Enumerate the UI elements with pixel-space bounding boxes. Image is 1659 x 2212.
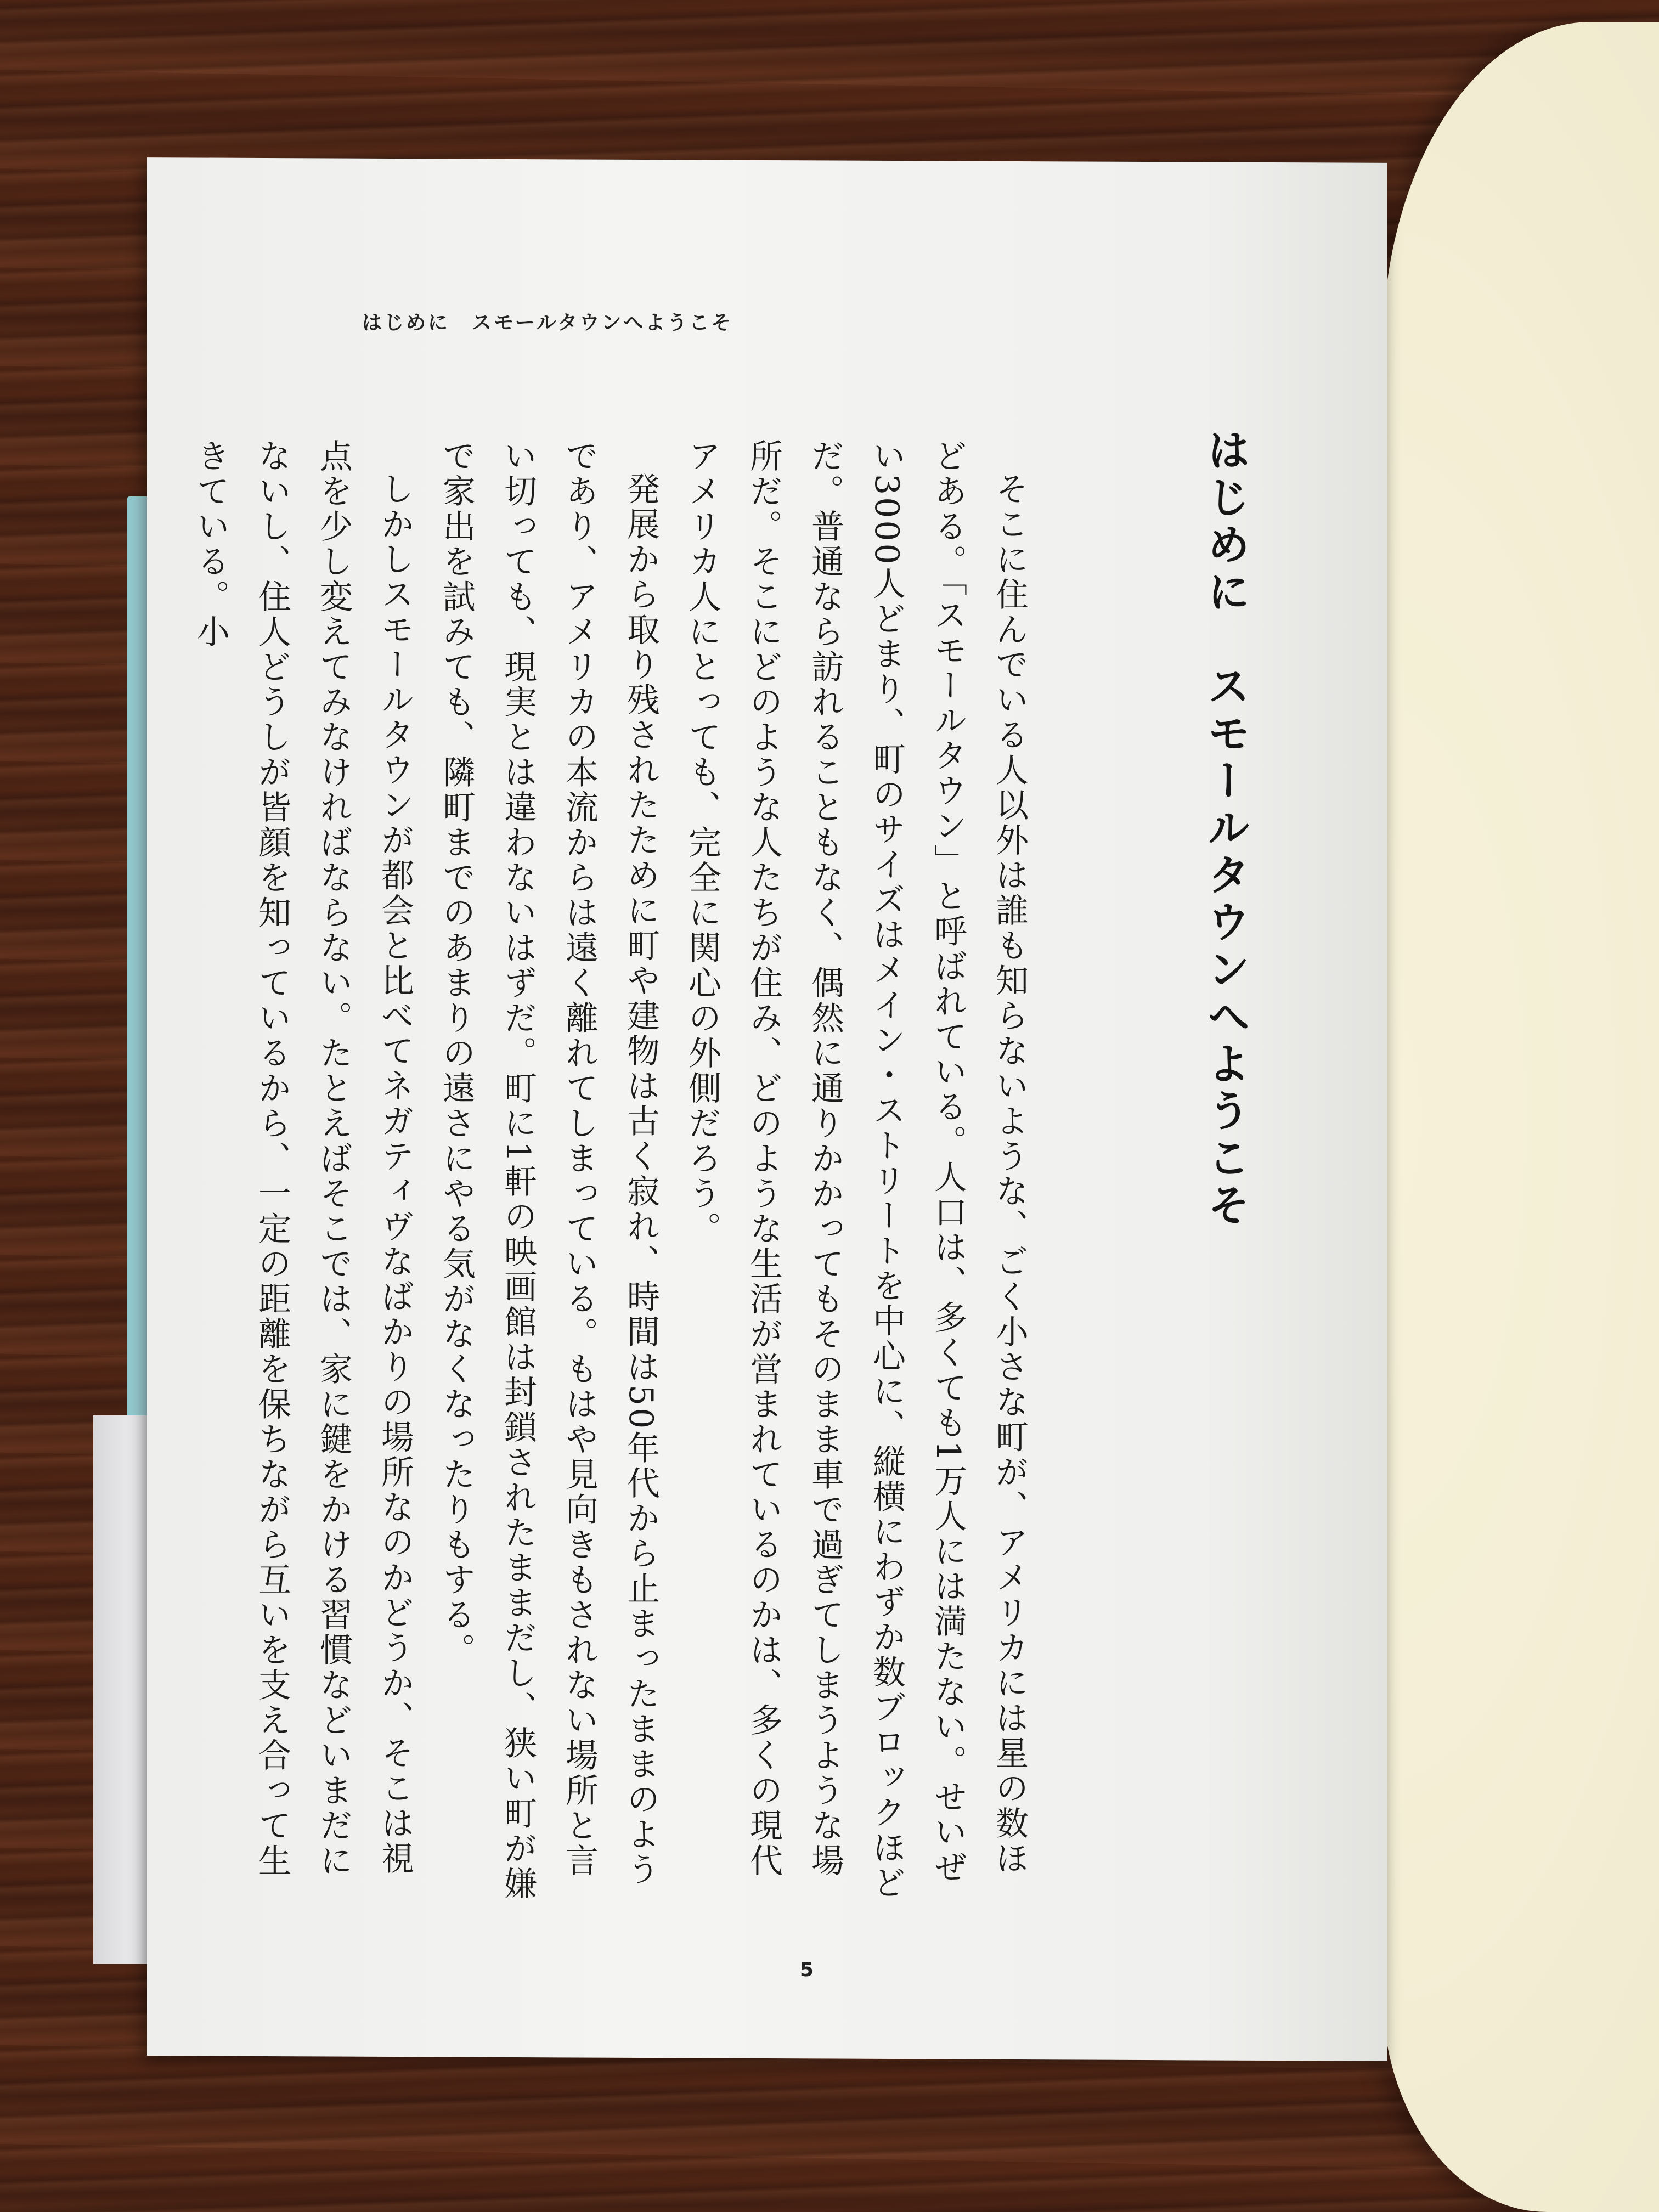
chapter-title: はじめに スモールタウンへようこそ [1200, 428, 1250, 1230]
page-number: 5 [800, 1959, 814, 1981]
body-text [191, 439, 1040, 1909]
running-head: はじめに スモールタウンへようこそ [362, 312, 733, 334]
paragraph-2: 発展から取り残されたために町や建物は古く寂れ、時間は50年代から止まったままのようであり、アメリカの本流からは遠く離れてしまっている。もはや見向きもされない場所と言い切っても、現実とは違わないはずだ。町に1軒の映画館は封鎖されたままだし、狭い町が嫌で家出を試みても、隣町までのあまりの遠さにやる気がなくなったりもする。 [437, 439, 660, 1902]
facing-page-curl [1383, 22, 1659, 2212]
paragraph-3: しかしスモールタウンが都会と比べてネガティヴなばかりの場所なのかどうか、そこは視点を少し変えてみなければならない。たとえばそこでは、家に鍵をかける習慣などいまだにないし、住人どうしが皆顔を知っているから、一定の距離を保ちながら互いを支え合って生きている。小 [191, 439, 414, 1878]
paragraph-1: そこに住んでいる人以外は誰も知らないような、ごく小さな町が、アメリカには星の数ほどある。「スモールタウン」と呼ばれている。人口は、多くても1万人には満たない。せいぜい3000人どまり、町のサイズはメイン・ストリートを中心に、縦横にわずか数ブロックほどだ。普通なら訪れることもなく、偶然に通りかかってもそのまま車で過ぎてしまうような場所だ。そこにどのような人たちが住み、どのような生活が営まれているのかは、多くの現代アメリカ人にとっても、完全に関心の外側だろう。 [683, 439, 1029, 1901]
